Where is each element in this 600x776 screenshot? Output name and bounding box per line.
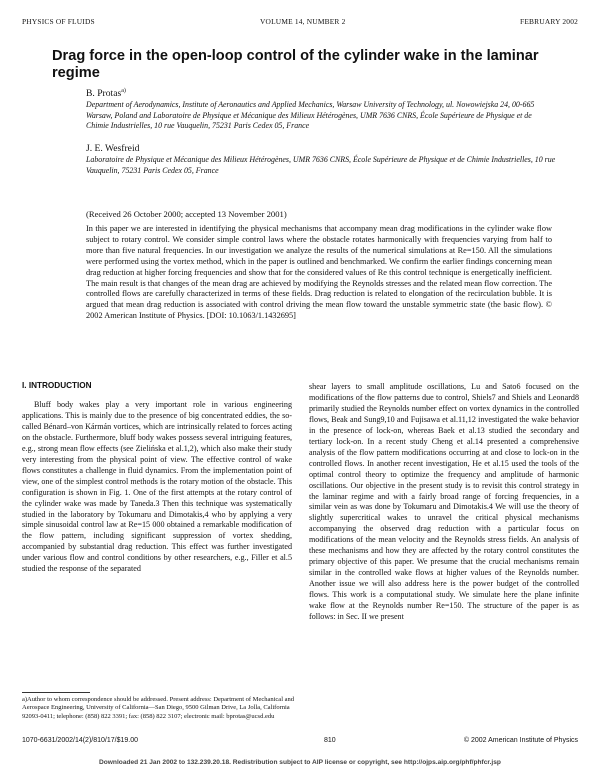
running-head (22, 17, 578, 29)
journal-name: PHYSICS OF FLUIDS (22, 17, 95, 26)
page-number: 810 (324, 737, 336, 744)
author-name: B. Protas (86, 88, 122, 100)
affiliation-wesfreid: Laboratoire de Physique et Mécanique des Milieux Hétérogènes, UMR 7636 CNRS, École Supérieure de Physique et de Chimie Industrielles, 10 rue Vauquelin, 75231 Paris Cedex 05, France (86, 155, 556, 175)
issue-date: FEBRUARY 2002 (520, 17, 578, 26)
affiliation-protas: Department of Aerodynamics, Institute of Aeronautics and Applied Mechanics, Warsaw University of Technology, ul. Nowowiejska 24, 00-665 Warsaw, Poland and Laboratoire de Physique et Mécanique des Milieux Hétérogènes, UMR 7636 CNRS, École Supérieure de Physique et de Chimie Industrielles, 10 rue Vauquelin, 75231 Paris Cedex 05, France (86, 100, 535, 131)
received-dates: (Received 26 October 2000; accepted 13 November 2001) (86, 209, 287, 219)
volume-number: VOLUME 14, NUMBER 2 (260, 17, 346, 26)
paper-title: Drag force in the open-loop control of the cylinder wake in the laminar regime (52, 48, 539, 81)
issn-code: 1070-6631/2002/14(2)/810/17/$19.00 (22, 737, 138, 744)
body-left-column: Bluff body wakes play a very important role in various engineering applications. This is mainly due to the presence of big concentrated eddies, the so-called Bénard–von Kármán vortices, which are intrinsically related to forces acting on the obstacle. Furthermore, bluff body wakes possess several intriguing features, e.g., strong mean flow effects (see Zielińska et al.1,2), which also make their study very interesting from the physical point of view. The effective control of wake flows constitutes a challenge in fluid dynamics. From the implementation point of view, one of the simplest control methods is the rotary motion of the obstacle. This configuration is shown in Fig. 1. One of the first attempts at the rotary control of the cylinder wake was made by Taneda.3 Then this technique was systematically studied in the laboratory by Tokumaru and Dimotakis,4 who by applying a very simple sinusoidal control law at Re=15 000 obtained a remarkable modification of the flow pattern, including significant suppression of vortex shedding, accompanied by substantial drag reduction. This effect was further investigated under various flow and control conditions by other researchers, e.g., Filler et al.5 studied the response of the separated (22, 400, 292, 574)
download-notice: Downloaded 21 Jan 2002 to 132.239.20.18. Redistribution subject to AIP license or copyright, see http://ojps.aip.org/phf/phfcr.jsp (99, 759, 501, 766)
author-footnote: a)Author to whom correspondence should be addressed. Present address: Department of Mechanical and Aerospace Engineering, University of California—San Diego, 9500 Gilman Drive, La Jolla, California 92093-0411; telephone: (858) 822 3391; fax: (858) 822 3107; electronic mail: bprotas@ucsd.edu (22, 696, 295, 720)
footnote-rule (22, 692, 90, 693)
author-name: J. E. Wesfreid (86, 143, 140, 154)
page-footer (22, 737, 578, 747)
body-right-column: shear layers to small amplitude oscillations, Lu and Sato6 focused on the modifications of the flow patterns due to control, Shiels7 and Shiels and Leonard8 primarily studied the Reynolds number effect on vortex dynamics in the controlled flows, Beak and Sung9,10 and Fujisawa et al.11,12 investigated the wake behavior in the presence of lock-on, whereas Baek et al.13 studied the secondary and tertiary lock-on. In a recent study Cheng et al.14 presented a comprehensive analysis of the flow pattern modifications occurring at and close to lock-on in the controlled flows. In another recent investigation, He et al.15 used the tools of the optimal control theory to optimize the frequency and amplitude of harmonic oscillations. Our objective in the present study is to revisit this control strategy in the laminar regime and with a fairly broad range of forcing frequencies, in a similar vein as was done by Tokumaru and Dimotakis.4 We will use the theory of slightly supercritical wakes to unravel the critical physical mechanisms accompanying the observed drag reduction with a particular focus on modifications of the mean velocity and the Reynolds stress fields. An analysis of these mechanisms and how they are affected by the rotary control constitutes the primary objective of this paper. We presume that the crucial mechanisms remain similar in the controlled wake flows at higher values of the Reynolds number. Another issue we will also address here is the power budget of the controlled flows. This work is a computational study. We simulate here the plane infinite wake flow at the Reynolds number Re=150. The structure of the paper is as follows: in Sec. II we present (309, 382, 579, 622)
section-heading: I. INTRODUCTION (22, 381, 92, 390)
abstract: In this paper we are interested in identifying the physical mechanisms that accompany mean drag modifications in the cylinder wake flow subject to rotary control. We consider simple control laws where the obstacle rotates harmonically with frequencies varying from half to more than five natural frequencies. In our investigation we analyze the results of the numerical simulations at Re=150. All the simulations were performed using the vortex method, which in the paper is outlined and benchmarked. We confirm the earlier findings concerning mean drag reduction at higher forcing frequencies and show that for the considered values of Re this control technique is energetically inefficient. The main result is that changes of the mean drag are achieved by modifying the Reynolds stresses and the related mean flow correction. The controlled flows are carefully characterized in terms of these fields. Drag reduction is related to elongation of the recirculation bubble. It is argued that mean drag reduction is associated with control driving the mean flow toward the unstable symmetric state (the basic flow). © 2002 American Institute of Physics. [DOI: 10.1063/1.1432695] (86, 224, 552, 321)
copyright-notice: © 2002 American Institute of Physics (463, 737, 578, 744)
author-wesfreid (86, 143, 139, 154)
author-footnote-mark: a) (121, 88, 126, 94)
author-protas (86, 88, 126, 99)
